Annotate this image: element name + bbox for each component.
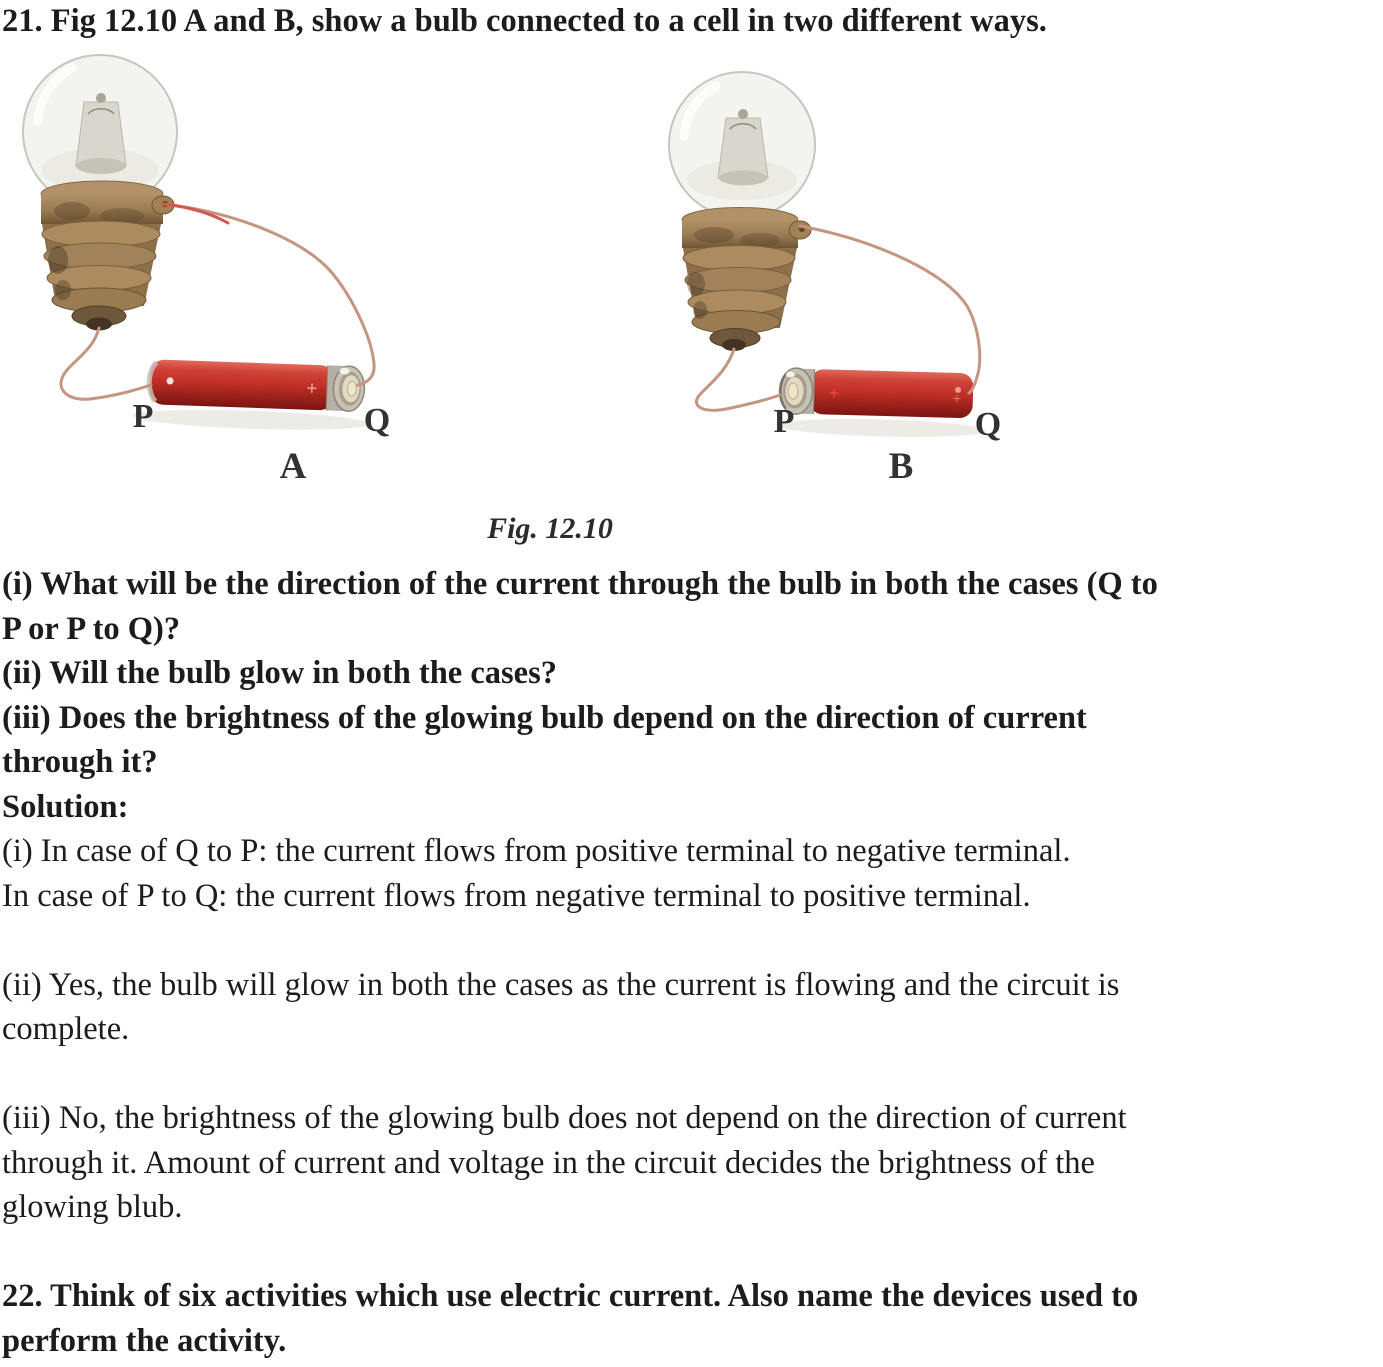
figure-letter-b: B (888, 446, 914, 487)
text-line: (ii) Will the bulb glow in both the cases? (2, 655, 557, 691)
text-line: 22. Think of six activities which use electric current. Also name the devices used to (2, 1278, 1139, 1314)
text-line: (i) What will be the direction of the current through the bulb in both the cases (Q to (2, 566, 1158, 602)
terminal-label-p-a: P (132, 398, 154, 435)
paragraph (2, 1274, 1381, 1363)
battery-cell-b (773, 368, 988, 440)
battery-plus-mark-b-right: + (952, 390, 962, 408)
text-line: perform the activity. (2, 1322, 287, 1359)
light-bulb-b (669, 72, 815, 351)
wire-bulb-to-p (61, 328, 151, 399)
paragraph (2, 1096, 1381, 1230)
wire-bulb-to-q (800, 226, 980, 393)
battery-plus-mark-b: + (827, 382, 840, 405)
terminal-label-p-b: P (773, 403, 795, 440)
text-line: (i) In case of Q to P: the current flows from positive terminal to negative terminal. (2, 833, 1071, 869)
wire-bulb-to-p (696, 349, 780, 410)
battery-cell-a (133, 359, 371, 433)
text-line: glowing blub. (2, 1189, 183, 1225)
circuit-figure-b (620, 44, 1080, 514)
wire-bulb-to-q (163, 204, 374, 385)
paragraph (2, 651, 1381, 696)
circuit-figure-a (0, 44, 440, 514)
text-line: (iii) No, the brightness of the glowing bulb does not depend on the direction of current (2, 1100, 1127, 1136)
text-line: (ii) Yes, the bulb will glow in both the cases as the current is flowing and the circuit is (2, 966, 1120, 1003)
figure-letter-a: A (279, 446, 307, 487)
terminal-label-q-b: Q (974, 406, 1002, 443)
text-line: (iii) Does the brightness of the glowing bulb depend on the direction of current (2, 699, 1087, 736)
paragraph (2, 562, 1381, 651)
question-21-heading: 21. Fig 12.10 A and B, show a bulb connected to a cell in two different ways. (2, 3, 1047, 39)
question-solution-text (2, 562, 1381, 1363)
text-line: Solution: (2, 788, 129, 825)
paragraph (2, 963, 1381, 1052)
terminal-label-q-a: Q (363, 402, 391, 439)
text-line: through it? (2, 744, 158, 780)
paragraph (2, 829, 1381, 918)
text-line: In case of P to Q: the current flows from negative terminal to positive terminal. (2, 877, 1031, 914)
paragraph (2, 785, 1381, 830)
bulb-filament-stem (718, 118, 768, 178)
bulb-filament-stem (76, 102, 126, 166)
figure-caption: Fig. 12.10 (487, 512, 613, 545)
text-line: through it. Amount of current and voltage in the circuit decides the brightness of the (2, 1144, 1095, 1181)
paragraph (2, 696, 1381, 785)
text-line: complete. (2, 1011, 130, 1047)
text-line: P or P to Q)? (2, 610, 181, 647)
light-bulb-a (23, 55, 177, 331)
battery-plus-mark-a: + (305, 377, 318, 401)
